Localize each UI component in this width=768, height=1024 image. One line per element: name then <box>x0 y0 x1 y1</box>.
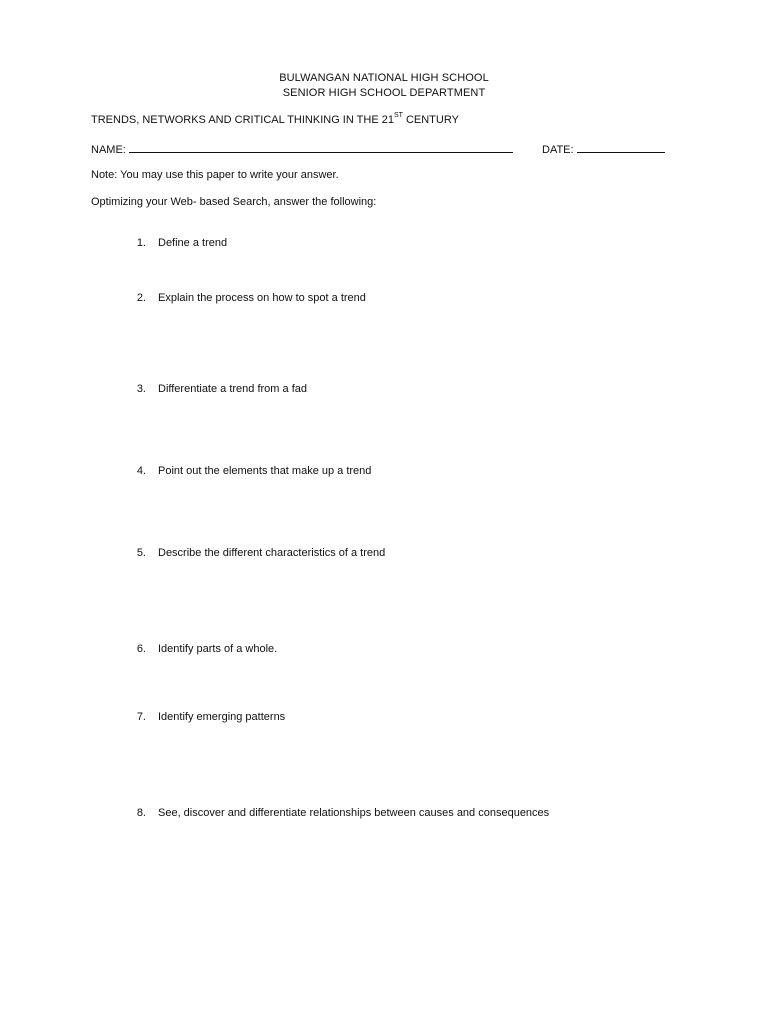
question-number: 7. <box>136 711 146 723</box>
name-field <box>91 142 513 156</box>
department-name: SENIOR HIGH SCHOOL DEPARTMENT <box>282 87 486 99</box>
school-name: BULWANGAN NATIONAL HIGH SCHOOL <box>279 72 489 84</box>
subject-title-superscript: ST <box>393 112 403 120</box>
question-text: Describe the different characteristics of a trend <box>158 547 386 559</box>
question-number: 1. <box>136 237 146 249</box>
question-number: 5. <box>136 547 146 559</box>
date-field <box>542 142 665 156</box>
question-number: 4. <box>136 465 146 477</box>
question-text: See, discover and differentiate relationships between causes and consequences <box>158 807 550 819</box>
question-number: 3. <box>136 383 146 395</box>
subject-title-suffix: CENTURY <box>402 114 459 126</box>
note-text: Note: You may use this paper to write your answer. <box>91 169 339 181</box>
question-text: Define a trend <box>158 237 228 249</box>
question-text: Explain the process on how to spot a trend <box>158 292 366 304</box>
date-label: DATE: <box>542 144 574 156</box>
name-label: NAME: <box>91 144 126 156</box>
question-text: Identify parts of a whole. <box>158 643 278 655</box>
question-number: 6. <box>136 643 146 655</box>
date-blank[interactable] <box>577 142 665 153</box>
question-text: Differentiate a trend from a fad <box>158 383 307 395</box>
subject-title-prefix: TRENDS, NETWORKS AND CRITICAL THINKING IN THE 21 <box>91 114 394 126</box>
subject-title <box>91 114 459 126</box>
question-text: Point out the elements that make up a trend <box>158 465 372 477</box>
name-blank[interactable] <box>129 142 513 153</box>
question-number: 2. <box>136 292 146 304</box>
instruction-text: Optimizing your Web- based Search, answer the following: <box>91 196 377 208</box>
question-text: Identify emerging patterns <box>158 711 286 723</box>
question-number: 8. <box>136 807 146 819</box>
